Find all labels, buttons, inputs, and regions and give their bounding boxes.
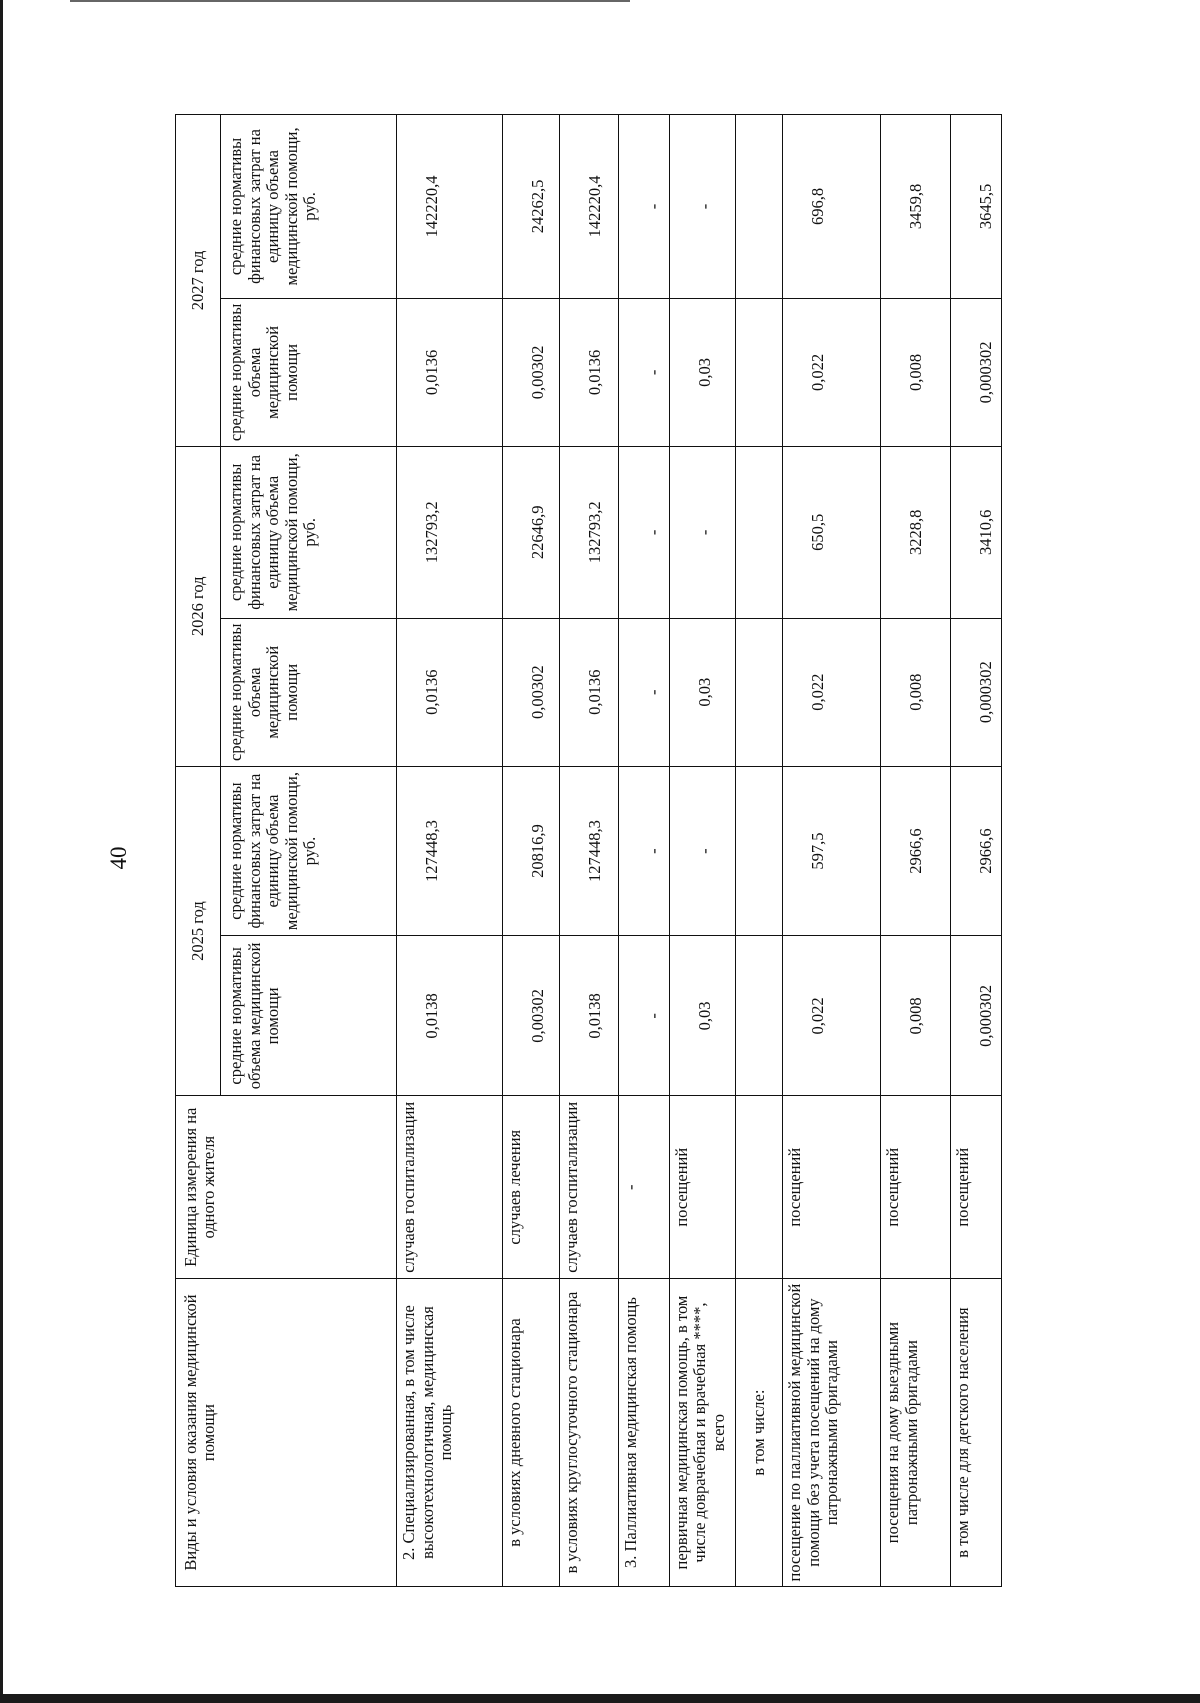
row-unit: - [618, 1096, 669, 1279]
cost-2027: - [618, 115, 669, 299]
row-unit: случаев госпитализации [397, 1096, 502, 1279]
table-row [559, 115, 618, 1587]
volume-2027-empty [735, 298, 782, 446]
volume-2027: 0,0136 [397, 298, 502, 446]
subheader-volume-2027: средние нормативы объема медицинской помощи [221, 298, 397, 446]
volume-2026: 0,000302 [950, 618, 1001, 766]
cost-2027-empty [735, 115, 782, 299]
cost-2026: 3410,6 [950, 446, 1001, 618]
volume-2025: 0,00302 [502, 936, 559, 1096]
subheader-cost-2027: средние нормативы финансовых затрат на единицу объема медицинской помощи, руб. [221, 115, 397, 299]
volume-2027: 0,00302 [502, 298, 559, 446]
cost-2026-empty [735, 446, 782, 618]
volume-2027: 0,000302 [950, 298, 1001, 446]
row-label: в условиях круглосуточного стационара [559, 1279, 618, 1587]
row-unit-empty [735, 1096, 782, 1279]
subheader-cost-2026: средние нормативы финансовых затрат на единицу объема медицинской помощи, руб. [221, 446, 397, 618]
table-row [950, 115, 1001, 1587]
row-unit: посещений [783, 1096, 881, 1279]
table-container [175, 114, 1002, 1587]
header-year-2027: 2027 год [176, 115, 221, 447]
volume-2026: 0,03 [669, 618, 735, 766]
row-label: 2. Специализированная, в том числе высокотехнологичная, медицинская помощь [397, 1279, 502, 1587]
row-label: в том числе для детского населения [950, 1279, 1001, 1587]
volume-2026: 0,022 [783, 618, 881, 766]
volume-2026: 0,008 [881, 618, 951, 766]
header-year-2026: 2026 год [176, 446, 221, 766]
row-label: в том числе: [735, 1279, 782, 1587]
volume-2025: 0,022 [783, 936, 881, 1096]
volume-2025: 0,008 [881, 936, 951, 1096]
subheader-cost-2025: средние нормативы финансовых затрат на единицу объема медицинской помощи, руб. [221, 766, 397, 936]
cost-2025: 127448,3 [397, 766, 502, 936]
table-row [783, 115, 881, 1587]
cost-2027: 696,8 [783, 115, 881, 299]
volume-2025: 0,0138 [397, 936, 502, 1096]
table-row [397, 115, 502, 1587]
table-row [669, 115, 735, 1587]
cost-2025: 2966,6 [881, 766, 951, 936]
cost-2027: - [669, 115, 735, 299]
cost-2026: 132793,2 [397, 446, 502, 618]
table-row-subheading [735, 115, 782, 1587]
volume-2025: 0,03 [669, 936, 735, 1096]
volume-2026: - [618, 618, 669, 766]
page-number: 40 [106, 846, 131, 870]
cost-2025: - [618, 766, 669, 936]
volume-2025-empty [735, 936, 782, 1096]
volume-2026: 0,0136 [397, 618, 502, 766]
scan-edge-left [0, 0, 3, 1703]
volume-2025: - [618, 936, 669, 1096]
cost-2026: - [669, 446, 735, 618]
row-label: посещение по паллиативной медицинской помощи без учета посещений на дому патронажными бригадами [783, 1279, 881, 1587]
volume-2025: 0,000302 [950, 936, 1001, 1096]
cost-2027: 3459,8 [881, 115, 951, 299]
row-unit: случаев лечения [502, 1096, 559, 1279]
volume-2027: 0,022 [783, 298, 881, 446]
row-unit: посещений [669, 1096, 735, 1279]
cost-2025: 2966,6 [950, 766, 1001, 936]
table-row [618, 115, 669, 1587]
subheader-volume-2025: средние нормативы объема медицинской помощи [221, 936, 397, 1096]
cost-2025-empty [735, 766, 782, 936]
cost-2026: - [618, 446, 669, 618]
cost-2025: 597,5 [783, 766, 881, 936]
volume-2026: 0,0136 [559, 618, 618, 766]
cost-2025: - [669, 766, 735, 936]
cost-2027: 24262,5 [502, 115, 559, 299]
table-row [502, 115, 559, 1587]
cost-2027: 142220,4 [397, 115, 502, 299]
row-unit: случаев госпитализации [559, 1096, 618, 1279]
volume-2025: 0,0138 [559, 936, 618, 1096]
header-unit: Единица измерения на одного жителя [176, 1096, 397, 1279]
cost-2026: 22646,9 [502, 446, 559, 618]
row-label: первичная медицинская помощь, в том числе доврачебная и врачебная ****, всего [669, 1279, 735, 1587]
header-care-type: Виды и условия оказания медицинской помощи [176, 1279, 397, 1587]
cost-2025: 127448,3 [559, 766, 618, 936]
volume-2027: 0,0136 [559, 298, 618, 446]
row-label: в условиях дневного стационара [502, 1279, 559, 1587]
cost-2026: 650,5 [783, 446, 881, 618]
medical-care-norms-table [175, 114, 1002, 1587]
header-year-2025: 2025 год [176, 766, 221, 1096]
volume-2026-empty [735, 618, 782, 766]
volume-2027: 0,03 [669, 298, 735, 446]
subheader-volume-2026: средние нормативы объема медицинской помощи [221, 618, 397, 766]
row-unit: посещений [950, 1096, 1001, 1279]
table-header-row [176, 115, 221, 1587]
scan-edge-bottom [0, 1694, 1200, 1703]
cost-2026: 3228,8 [881, 446, 951, 618]
cost-2026: 132793,2 [559, 446, 618, 618]
cost-2025: 20816,9 [502, 766, 559, 936]
row-unit: посещений [881, 1096, 951, 1279]
cost-2027: 3645,5 [950, 115, 1001, 299]
volume-2027: - [618, 298, 669, 446]
row-label: посещения на дому выездными патронажными бригадами [881, 1279, 951, 1587]
cost-2027: 142220,4 [559, 115, 618, 299]
volume-2027: 0,008 [881, 298, 951, 446]
row-label: 3. Паллиативная медицинская помощь [618, 1279, 669, 1587]
scan-edge-top [70, 0, 630, 2]
table-row [881, 115, 951, 1587]
volume-2026: 0,00302 [502, 618, 559, 766]
